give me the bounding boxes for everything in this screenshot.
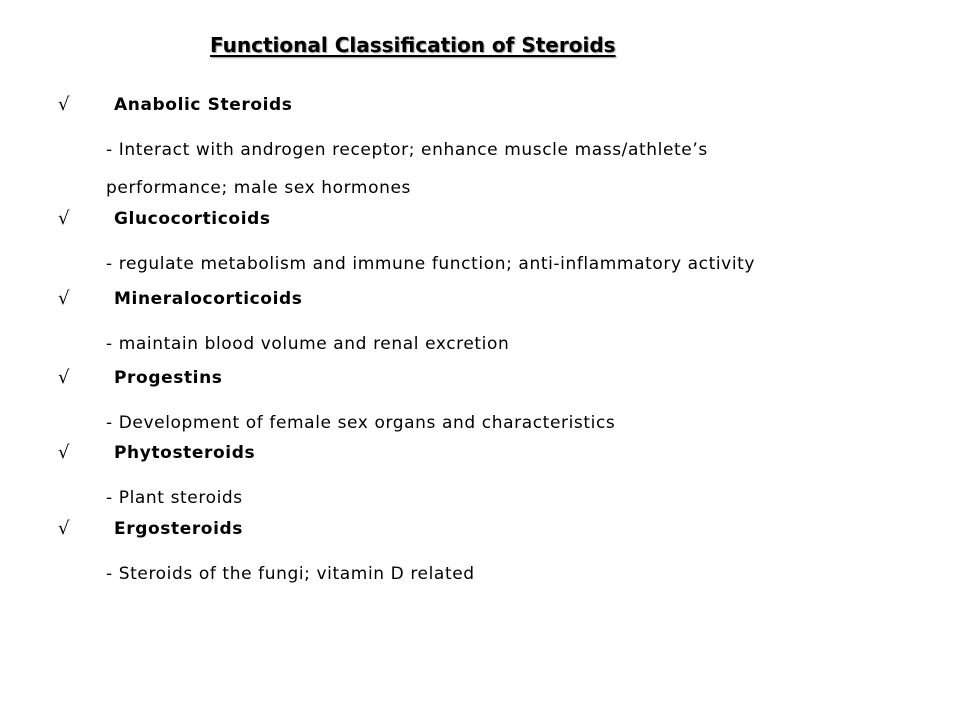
slide-title: Functional Classification of Steroids xyxy=(210,33,616,57)
checkmark-icon: √ xyxy=(58,208,70,229)
item-description: - Development of female sex organs and characteristics xyxy=(106,413,616,433)
checkmark-icon: √ xyxy=(58,367,70,388)
item-heading xyxy=(0,366,960,396)
item-heading xyxy=(0,441,960,471)
checkmark-icon: √ xyxy=(58,288,70,309)
item-name: Mineralocorticoids xyxy=(114,289,303,309)
item-description: - Plant steroids xyxy=(106,488,243,508)
checkmark-icon: √ xyxy=(58,518,70,539)
item-description: - regulate metabolism and immune function; anti-inflammatory activity xyxy=(106,254,756,274)
item-heading xyxy=(0,93,960,123)
item-description: - maintain blood volume and renal excretion xyxy=(106,334,510,354)
checkmark-icon: √ xyxy=(58,94,70,115)
item-description: - Steroids of the fungi; vitamin D related xyxy=(106,564,475,584)
item-heading xyxy=(0,287,960,317)
item-name: Glucocorticoids xyxy=(114,209,271,229)
item-heading xyxy=(0,517,960,547)
item-name: Phytosteroids xyxy=(114,443,256,463)
item-name: Ergosteroids xyxy=(114,519,243,539)
item-description: - Interact with androgen receptor; enhance muscle mass/athlete’s performance; male sex hormones xyxy=(106,140,708,198)
checkmark-icon: √ xyxy=(58,442,70,463)
item-name: Progestins xyxy=(114,368,223,388)
item-name: Anabolic Steroids xyxy=(114,95,293,115)
item-heading xyxy=(0,207,960,237)
